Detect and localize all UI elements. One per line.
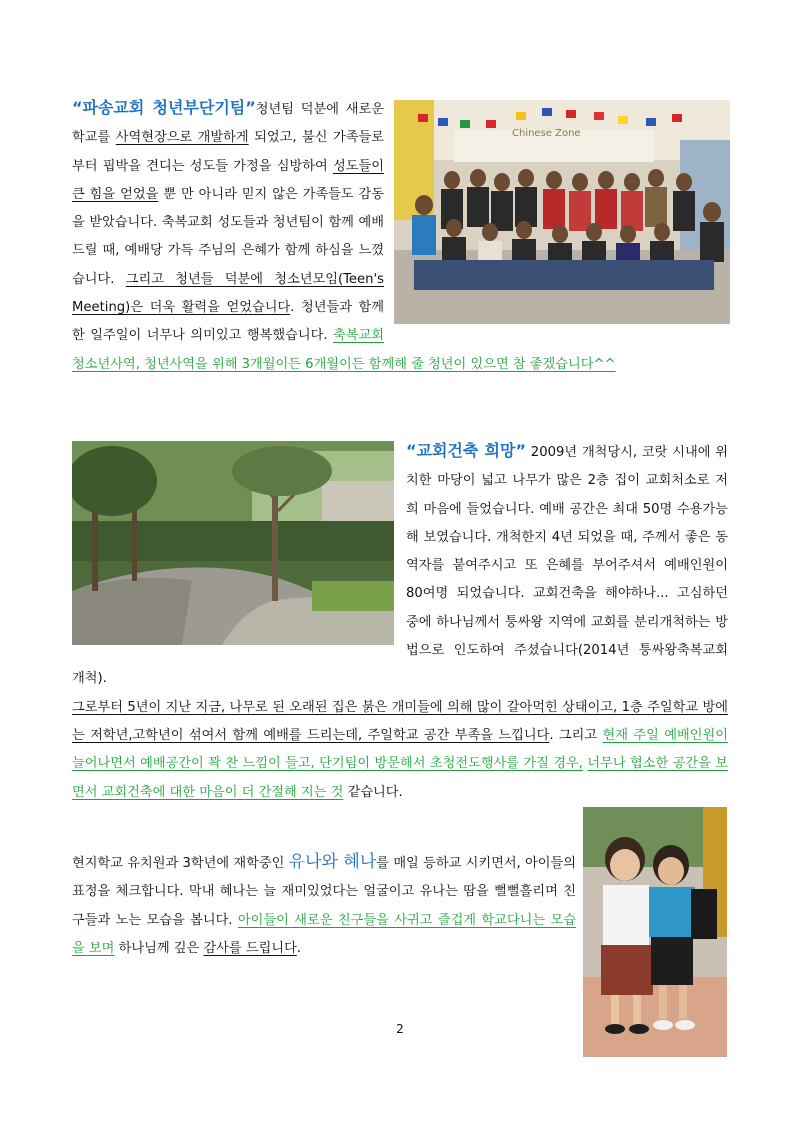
- children-section: [72, 848, 576, 963]
- photo-sign-text: Chinese Zone: [512, 128, 581, 139]
- underlined-text: 그리고 청년들 덕분에 청소년모임(Teen's Meeting)은 더욱 활력을 얻었습니다: [72, 271, 384, 316]
- paragraph-text: 뿐 만 아니라 믿지 않은 가족들도 감동을 받았습니다. 축복교회 성도들과 청년팀이 함께 예배드릴 때, 예배당 가득 주님의 은혜가 함께 하심을 느꼈습니다.: [72, 186, 384, 287]
- youth-team-title: “파송교회 청년부단기팀”: [72, 98, 256, 117]
- paragraph-text: 2009년 개척당시, 코랏 시내에 위치한 마당이 넓고 나무가 많은 2층 집이 교회처소로 저희 마음에 들었습니다. 예배 공간은 최대 50명 수용가능해 보였습니다. 개척한지 4년 되었을 때, 주께서 좋은 동역자를 붙여주시고 또 은혜를 부어주셔서 예배인원이 80여명 되었습니다. 교회건축을 해야하나... 고심하던 중에 하나님께서 퉁싸왕 지역에 교회를 분리개척하는 방법으로 인도하여 주셨습니다(2014년 퉁싸왕축복교회 개척).: [72, 445, 729, 687]
- paragraph-text: 되었고, 불신 가족들로부터 핍박을 견디는 성도들 가정을 심방하여: [72, 130, 384, 174]
- paragraph-text: 같습니다.: [343, 784, 403, 800]
- paragraph-text: . 그리고: [549, 727, 603, 743]
- church-building-section: [72, 437, 728, 807]
- highlighted-text: 너무나 협소한 공간을 보면서 교회건축에 대한 마음이 더 간절해 지는 것: [72, 756, 728, 800]
- underlined-text: 성도들이 큰 힘을 얻었을: [72, 158, 384, 202]
- youth-team-section: [72, 94, 730, 379]
- highlighted-text: 아이들이 새로운 친구들을 사귀고 즐겁게 학교다니는 모습을 보며: [72, 912, 577, 956]
- church-building-title: “교회건축 희망”: [406, 441, 526, 460]
- children-names: 유나와 혜나: [288, 852, 377, 872]
- highlighted-request-text: 축복교회 청소년사역, 청년사역을 위해 3개월이든 6개월이든 함께해 줄 청년이 있으면 참 좋겠습니다^^: [72, 328, 616, 372]
- underlined-text: 사역현장으로 개발하게: [115, 130, 249, 146]
- paragraph-text: .: [296, 940, 302, 956]
- paragraph-text: 를 매일 등하교 시키면서, 아이들의 표정을 체크합니다. 막내 혜나는 늘 재미있었다는 얼굴이고 유나는 땀을 뻘뻘흘리며 친구들과 노는 모습을 봅니다.: [72, 856, 576, 928]
- highlighted-text: 현재 주일 예배인원이 늘어나면서 예배공간이 꽉 찬 느낌이 들고, 단기팀이 방문해서 초청전도행사를 가질 경우,: [72, 727, 728, 772]
- youth-team-group-photo: [394, 100, 730, 324]
- underlined-text: 감사를 드립니다: [203, 940, 297, 956]
- church-yard-photo: [72, 441, 394, 645]
- children-photo: [583, 807, 727, 1057]
- paragraph-text: 현지학교 유치원과 3학년에 재학중인: [72, 856, 289, 871]
- paragraph-text: . 청년들과 함께 한 일주일이 너무나 의미있고 행복했습니다.: [72, 300, 384, 344]
- paragraph-text: 하나님께 깊은: [114, 940, 204, 956]
- paragraph-text: 청년팀 덕분에 새로운 학교를: [72, 102, 384, 146]
- page-number: 2: [396, 1022, 404, 1036]
- underlined-text: 그로부터 5년이 지난 지금, 나무로 된 오래된 집은 붉은 개미들에 의해 많이 갈아먹힌 상태이고, 1층 주일학교 방에는 저학년,고학년이 섞여서 함께 예배를 드리는데, 주일학교 공간 부족을 느낍니다: [72, 699, 728, 743]
